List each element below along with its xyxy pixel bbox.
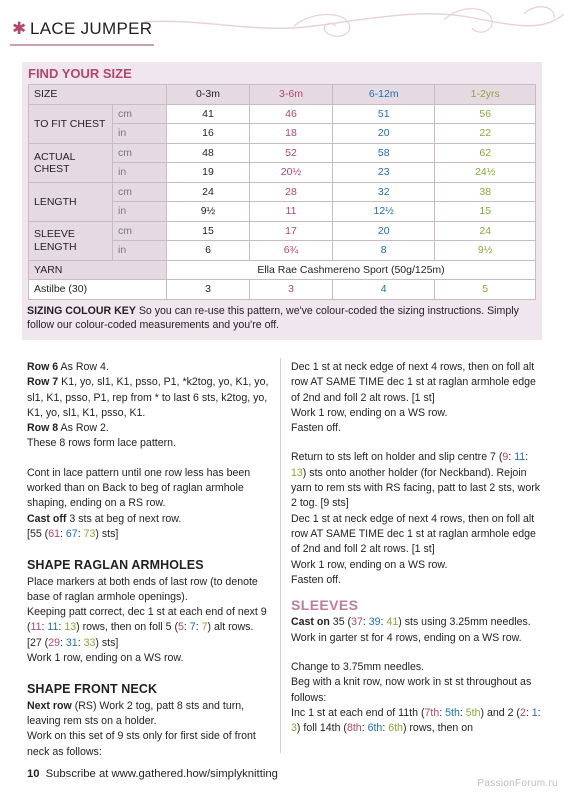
para: Work 1 row, ending on a WS row. [291, 558, 448, 571]
key-text: So you can re-use this pattern, we've colour-coded the sizing instructions. Simply follow our colour-coded measurements and you're off. [27, 305, 519, 331]
cast-on-text [291, 615, 541, 630]
txt: ) sts using 3.25mm needles. [398, 616, 531, 629]
txt: ) sts] [95, 636, 119, 649]
unit-cm: cm [113, 143, 167, 163]
cell: 56 [435, 104, 536, 124]
return-text [291, 450, 541, 511]
yarn-value: Ella Rae Cashmereno Sport (50g/125m) [167, 260, 536, 280]
size4-val: 13 [64, 621, 77, 634]
work-text: Work 1 row, ending on a WS row. [27, 652, 184, 665]
size2-val: 8th [346, 722, 362, 735]
txt: 35 ( [329, 616, 352, 629]
cell: 16 [167, 124, 250, 144]
cell: 58 [333, 143, 435, 163]
shade-row [29, 280, 536, 300]
size4-val: 5th [465, 706, 481, 719]
row-label: ACTUAL CHEST [29, 143, 113, 182]
row-label: TO FIT CHEST [29, 104, 113, 143]
para: Change to 3.75mm needles. [291, 661, 425, 674]
next-row-body: (RS) Work 2 tog, patt 8 sts and turn, leaving rem sts on a holder. [27, 699, 245, 727]
txt: Return to sts left on holder and slip centre 7 ( [291, 451, 503, 464]
size3-val: 5th [445, 706, 460, 719]
cell: 18 [250, 124, 333, 144]
page-title: LACE JUMPER [30, 19, 153, 38]
stitch-count [27, 527, 277, 542]
stitch-count [27, 636, 277, 651]
size2-val: 29 [48, 636, 60, 649]
next-row-text [27, 699, 277, 730]
txt: ) sts onto another holder (for Neckband). Rejoin yarn to rem sts with RS facing, patt to last 2 sts, work 2 tog. [9 sts] [291, 466, 541, 510]
size4-val: 73 [83, 527, 96, 540]
txt: ) and 2 ( [480, 706, 520, 719]
size-heading: FIND YOUR SIZE [28, 66, 132, 81]
cell: 48 [167, 143, 250, 163]
size3-val: 11 [514, 451, 526, 464]
row-label: LENGTH [29, 182, 113, 221]
cell: 9½ [167, 202, 250, 222]
para: Dec 1 st at neck edge of next 4 rows, then on foll alt row AT SAME TIME dec 1 st at raglan armhole edge of 2nd and foll 2 alt rows. [1 st] [291, 361, 536, 404]
txt: : [382, 722, 389, 735]
size-col-1: 0-3m [167, 85, 250, 105]
unit-in: in [113, 163, 167, 183]
row8-label: Row 8 [27, 422, 59, 435]
row7-label: Row 7 [27, 376, 59, 389]
cell: 11 [250, 202, 333, 222]
unit-in: in [113, 202, 167, 222]
table-row [29, 104, 536, 124]
cell: 12½ [333, 202, 435, 222]
keep-text [27, 605, 277, 636]
cell: 23 [333, 163, 435, 183]
section-heading: SHAPE FRONT NECK [27, 682, 158, 697]
size4-val: 3 [291, 722, 297, 735]
txt: : [60, 636, 66, 649]
cast-off-body: 3 sts at beg of next row. [66, 512, 182, 525]
size4-val: 13 [291, 466, 303, 479]
unit-in: in [113, 124, 167, 144]
txt: : [525, 706, 532, 719]
page-header [0, 0, 564, 58]
cast-off-label: Cast off [27, 512, 67, 525]
cell: 3 [167, 280, 250, 300]
txt: : [362, 616, 369, 629]
size2-val: 5 [177, 621, 184, 634]
shade-label: Astilbe (30) [29, 280, 167, 300]
txt: ) alt rows. [207, 621, 254, 634]
txt: Inc 1 st at each end of 11th ( [291, 706, 425, 719]
para: Work 1 row, ending on a WS row. [291, 406, 448, 419]
cell: 8 [333, 241, 435, 261]
row8-text [27, 421, 277, 436]
size-col-2: 3-6m [250, 85, 333, 105]
cell: 24 [167, 182, 250, 202]
txt: : [537, 706, 541, 719]
page-number: 10 [27, 768, 40, 780]
set-text: Work on this set of 9 sts only for first side of front neck as follows: [27, 730, 256, 758]
cell: 32 [333, 182, 435, 202]
cell: 46 [250, 104, 333, 124]
txt: ) foll 14th ( [296, 722, 347, 735]
para: Beg with a knit row, now work in st st throughout as follows: [291, 676, 532, 704]
next-row-label: Next row [27, 699, 72, 712]
txt: : [183, 621, 190, 634]
row7-body: K1, yo, sl1, K1, psso, P1, *k2tog, yo, K1, yo, sl1, K1, psso, P1, rep from * to last 6 sts, k2tog, yo, K1, yo, sl1, K1, psso, K1. [27, 376, 269, 419]
unit-cm: cm [113, 221, 167, 241]
txt: : [361, 722, 368, 735]
cell: 20 [333, 221, 435, 241]
left-column [27, 360, 277, 760]
row-label: SLEEVE LENGTH [29, 221, 113, 260]
size2-val: 61 [48, 527, 60, 540]
inc-text [291, 706, 541, 737]
yarn-label: YARN [29, 260, 167, 280]
txt: : [380, 616, 387, 629]
size-col-3: 6-12m [333, 85, 435, 105]
size-panel [22, 62, 542, 340]
key-heading: SIZING COLOUR KEY [27, 305, 136, 317]
cell: 6¾ [250, 241, 333, 261]
unit-in: in [113, 241, 167, 261]
sleeves-heading: SLEEVES [291, 597, 359, 614]
cont-text: Cont in lace pattern until one row less has been worked than on Back to beg of raglan armhole shaping, ending on a RS row. [27, 466, 251, 510]
para: Fasten off. [291, 573, 341, 586]
cell: 5 [435, 280, 536, 300]
txt: [55 ( [27, 527, 49, 540]
right-column [291, 360, 541, 737]
row8-body: As Row 2. [58, 422, 109, 435]
cell: 28 [250, 182, 333, 202]
row6-label: Row 6 [27, 361, 59, 373]
cell: 38 [435, 182, 536, 202]
size2-val: 37 [351, 616, 363, 629]
size3-val: 7 [189, 621, 196, 634]
txt: : [58, 621, 65, 634]
cell: 19 [167, 163, 250, 183]
size-col-4: 1-2yrs [435, 85, 536, 105]
subscribe-link[interactable]: Subscribe at www.gathered.how/simplyknitting [45, 768, 278, 780]
table-row [29, 182, 536, 202]
unit-cm: cm [113, 104, 167, 124]
page-footer [27, 768, 278, 780]
cast-on-label: Cast on [291, 616, 330, 629]
size3-val: 1 [531, 706, 538, 719]
txt: ) rows, then on [402, 722, 474, 735]
para: Fasten off. [291, 422, 341, 435]
cell: 62 [435, 143, 536, 163]
cast-off-text [27, 512, 277, 527]
cell: 24½ [435, 163, 536, 183]
section-heading: SHAPE RAGLAN ARMHOLES [27, 558, 204, 573]
size2-val: 7th [424, 706, 440, 719]
cell: 41 [167, 104, 250, 124]
sizing-colour-key [27, 304, 542, 332]
yarn-row [29, 260, 536, 280]
cell: 4 [333, 280, 435, 300]
cell: 15 [435, 202, 536, 222]
cell: 15 [167, 221, 250, 241]
cell: 52 [250, 143, 333, 163]
cell: 24 [435, 221, 536, 241]
size2-val: 11 [30, 621, 42, 634]
cell: 3 [250, 280, 333, 300]
txt: : [439, 706, 446, 719]
size2-val: 9 [502, 451, 509, 464]
txt: : [77, 636, 84, 649]
table-row [29, 143, 536, 163]
form-text: These 8 rows form lace pattern. [27, 437, 176, 450]
txt: [27 ( [27, 636, 49, 649]
size-header-row [29, 85, 536, 105]
cell: 22 [435, 124, 536, 144]
txt: : [77, 527, 84, 540]
row6-text [27, 360, 277, 375]
decorative-swirl [144, 0, 564, 58]
txt: : [459, 706, 466, 719]
txt: ) sts] [95, 527, 119, 540]
markers-text: Place markers at both ends of last row (to denote base of raglan armhole openings). [27, 575, 258, 603]
txt: : [195, 621, 202, 634]
size3-val: 6th [367, 722, 383, 735]
size4-val: 41 [386, 616, 399, 629]
cell: 20½ [250, 163, 333, 183]
size3-val: 31 [65, 636, 78, 649]
size3-val: 67 [65, 527, 78, 540]
size-label: SIZE [29, 85, 167, 105]
txt: ) rows, then on foll 5 ( [76, 621, 178, 634]
para: Work in garter st for 4 rows, ending on a WS row. [291, 631, 522, 644]
para: Dec 1 st at neck edge of next 4 rows, then on foll alt row AT SAME TIME dec 1 st at raglan armhole edge of 2nd and foll 2 alt rows. [1 st] [291, 512, 536, 556]
txt: : [41, 621, 48, 634]
unit-cm: cm [113, 182, 167, 202]
txt: : [60, 527, 66, 540]
column-divider [280, 358, 281, 753]
watermark: PassionForum.ru [477, 778, 558, 789]
txt: : [508, 451, 515, 464]
cell: 51 [333, 104, 435, 124]
cell: 20 [333, 124, 435, 144]
asterisk-icon: ✱ [12, 19, 27, 38]
size-table [28, 84, 536, 300]
table-row [29, 221, 536, 241]
txt: : [525, 451, 529, 464]
size2-val: 2 [519, 706, 526, 719]
size4-val: 33 [83, 636, 96, 649]
size4-val: 7 [201, 621, 208, 634]
cell: 9½ [435, 241, 536, 261]
title-underline [10, 44, 154, 46]
cell: 6 [167, 241, 250, 261]
row7-text [27, 375, 277, 421]
row6-body: As Row 4. [58, 361, 109, 373]
size3-val: 39 [368, 616, 381, 629]
txt: Keeping patt correct, dec 1 st at each end of next 9 ( [27, 606, 267, 634]
size3-val: 11 [47, 621, 59, 634]
size4-val: 6th [388, 722, 403, 735]
cell: 17 [250, 221, 333, 241]
